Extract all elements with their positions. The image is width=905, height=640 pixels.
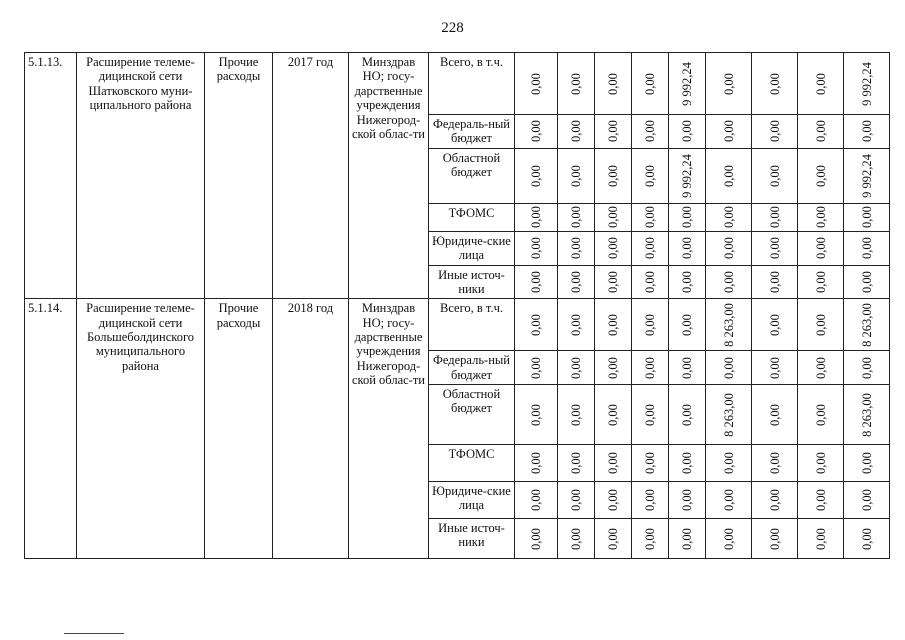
amount-cell bbox=[669, 482, 706, 519]
amount-cell bbox=[798, 519, 844, 559]
amount-value: 0,00 bbox=[767, 403, 782, 426]
amount-value: 0,00 bbox=[813, 237, 828, 260]
amount-cell bbox=[669, 53, 706, 115]
amount-value: 0,00 bbox=[568, 270, 583, 293]
amount-cell bbox=[632, 519, 669, 559]
amount-value: 0,00 bbox=[642, 164, 657, 187]
amount-cell bbox=[632, 53, 669, 115]
amount-value: 0,00 bbox=[528, 527, 543, 550]
amount-value: 0,00 bbox=[721, 270, 736, 293]
amount-cell bbox=[798, 351, 844, 385]
amount-value: 0,00 bbox=[767, 270, 782, 293]
amount-value: 0,00 bbox=[721, 527, 736, 550]
amount-cell bbox=[515, 53, 558, 115]
amount-cell bbox=[844, 115, 890, 149]
amount-cell bbox=[706, 231, 752, 265]
amount-value: 0,00 bbox=[679, 313, 694, 336]
amount-value: 0,00 bbox=[528, 237, 543, 260]
amount-cell bbox=[558, 385, 595, 445]
amount-value: 0,00 bbox=[605, 237, 620, 260]
amount-cell bbox=[844, 231, 890, 265]
amount-value: 0,00 bbox=[605, 206, 620, 229]
expense-type: Прочие расходы bbox=[205, 53, 273, 299]
item-executor: Минздрав НО; госу-дарственные учреждения Нижегород-ской облас-ти bbox=[349, 299, 429, 559]
amount-cell bbox=[595, 445, 632, 482]
amount-cell bbox=[595, 519, 632, 559]
amount-cell bbox=[595, 53, 632, 115]
amount-cell bbox=[669, 148, 706, 203]
amount-cell bbox=[632, 148, 669, 203]
amount-cell bbox=[632, 115, 669, 149]
amount-cell bbox=[515, 519, 558, 559]
amount-cell bbox=[595, 115, 632, 149]
amount-cell bbox=[752, 148, 798, 203]
amount-cell bbox=[515, 445, 558, 482]
amount-value: 0,00 bbox=[767, 237, 782, 260]
amount-cell bbox=[844, 385, 890, 445]
amount-value: 0,00 bbox=[642, 72, 657, 95]
amount-value: 0,00 bbox=[605, 313, 620, 336]
amount-value: 0,00 bbox=[721, 356, 736, 379]
amount-cell bbox=[798, 53, 844, 115]
amount-value: 0,00 bbox=[767, 489, 782, 511]
item-executor: Минздрав НО; госу-дарственные учреждения Нижегород-ской облас-ти bbox=[349, 53, 429, 299]
amount-value: 0,00 bbox=[642, 270, 657, 293]
amount-cell bbox=[669, 299, 706, 351]
amount-cell bbox=[844, 53, 890, 115]
amount-cell bbox=[595, 385, 632, 445]
amount-value: 0,00 bbox=[528, 270, 543, 293]
amount-cell bbox=[669, 231, 706, 265]
amount-value: 0,00 bbox=[767, 120, 782, 143]
amount-value: 0,00 bbox=[721, 237, 736, 260]
amount-cell bbox=[558, 115, 595, 149]
amount-cell bbox=[752, 445, 798, 482]
amount-value: 0,00 bbox=[721, 452, 736, 474]
amount-value: 0,00 bbox=[568, 313, 583, 336]
amount-cell bbox=[595, 148, 632, 203]
amount-value: 0,00 bbox=[721, 72, 736, 95]
amount-cell bbox=[558, 482, 595, 519]
amount-cell bbox=[798, 299, 844, 351]
amount-cell bbox=[515, 203, 558, 231]
amount-cell bbox=[632, 299, 669, 351]
table-row bbox=[25, 53, 890, 115]
amount-value: 0,00 bbox=[568, 527, 583, 550]
amount-cell bbox=[844, 445, 890, 482]
amount-value: 0,00 bbox=[859, 120, 874, 143]
amount-value: 0,00 bbox=[767, 527, 782, 550]
amount-cell bbox=[752, 482, 798, 519]
amount-cell bbox=[669, 519, 706, 559]
amount-cell bbox=[752, 265, 798, 299]
amount-cell bbox=[669, 115, 706, 149]
amount-cell bbox=[595, 299, 632, 351]
amount-value: 0,00 bbox=[859, 237, 874, 260]
item-number: 5.1.13. bbox=[25, 53, 77, 299]
amount-value: 0,00 bbox=[859, 489, 874, 511]
amount-cell bbox=[632, 445, 669, 482]
budget-table bbox=[24, 52, 890, 559]
amount-cell bbox=[515, 265, 558, 299]
amount-value: 0,00 bbox=[605, 120, 620, 143]
amount-cell bbox=[798, 115, 844, 149]
amount-cell bbox=[515, 385, 558, 445]
amount-value: 0,00 bbox=[767, 452, 782, 474]
amount-value: 0,00 bbox=[642, 452, 657, 474]
funding-source-label: Федераль-ный бюджет bbox=[429, 115, 515, 149]
amount-cell bbox=[752, 385, 798, 445]
amount-cell bbox=[595, 231, 632, 265]
amount-value: 0,00 bbox=[767, 356, 782, 379]
amount-value: 0,00 bbox=[568, 489, 583, 511]
amount-value: 0,00 bbox=[721, 489, 736, 511]
amount-value: 0,00 bbox=[642, 313, 657, 336]
amount-cell bbox=[558, 519, 595, 559]
amount-cell bbox=[558, 265, 595, 299]
amount-cell bbox=[558, 299, 595, 351]
funding-source-label: ТФОМС bbox=[429, 203, 515, 231]
funding-source-label: Юридиче-ские лица bbox=[429, 231, 515, 265]
amount-cell bbox=[844, 148, 890, 203]
amount-cell bbox=[632, 203, 669, 231]
amount-value: 0,00 bbox=[605, 403, 620, 426]
amount-cell bbox=[632, 231, 669, 265]
item-name: Расширение телеме-дицинской сети Шатковского муни-ципального района bbox=[77, 53, 205, 299]
amount-cell bbox=[752, 299, 798, 351]
amount-value: 0,00 bbox=[568, 403, 583, 426]
amount-value: 0,00 bbox=[859, 452, 874, 474]
amount-cell bbox=[515, 299, 558, 351]
amount-value: 0,00 bbox=[605, 452, 620, 474]
amount-value: 0,00 bbox=[859, 270, 874, 293]
amount-value: 0,00 bbox=[528, 120, 543, 143]
amount-value: 0,00 bbox=[568, 237, 583, 260]
amount-cell bbox=[558, 203, 595, 231]
amount-cell bbox=[844, 519, 890, 559]
amount-value: 0,00 bbox=[721, 120, 736, 143]
amount-cell bbox=[844, 299, 890, 351]
amount-value: 0,00 bbox=[605, 356, 620, 379]
amount-value: 8 263,00 bbox=[721, 302, 736, 347]
funding-source-label: Всего, в т.ч. bbox=[429, 299, 515, 351]
funding-source-label: Областной бюджет bbox=[429, 148, 515, 203]
amount-value: 0,00 bbox=[813, 452, 828, 474]
amount-cell bbox=[669, 203, 706, 231]
amount-value: 0,00 bbox=[568, 72, 583, 95]
amount-value: 0,00 bbox=[528, 313, 543, 336]
amount-value: 9 992,24 bbox=[679, 61, 694, 106]
amount-cell bbox=[706, 115, 752, 149]
amount-value: 0,00 bbox=[813, 356, 828, 379]
amount-value: 0,00 bbox=[642, 356, 657, 379]
amount-value: 0,00 bbox=[568, 206, 583, 229]
amount-value: 9 992,24 bbox=[859, 61, 874, 106]
amount-value: 9 992,24 bbox=[679, 153, 694, 198]
amount-value: 0,00 bbox=[679, 206, 694, 229]
amount-value: 0,00 bbox=[767, 72, 782, 95]
funding-source-label: Иные источ-ники bbox=[429, 519, 515, 559]
amount-value: 0,00 bbox=[568, 356, 583, 379]
amount-value: 0,00 bbox=[859, 356, 874, 379]
amount-value: 0,00 bbox=[642, 206, 657, 229]
amount-value: 0,00 bbox=[528, 489, 543, 511]
amount-cell bbox=[706, 265, 752, 299]
amount-cell bbox=[595, 482, 632, 519]
amount-cell bbox=[752, 231, 798, 265]
amount-cell bbox=[706, 445, 752, 482]
amount-cell bbox=[798, 148, 844, 203]
amount-cell bbox=[515, 148, 558, 203]
amount-value: 0,00 bbox=[679, 237, 694, 260]
amount-cell bbox=[706, 482, 752, 519]
amount-value: 0,00 bbox=[813, 120, 828, 143]
amount-value: 0,00 bbox=[528, 72, 543, 95]
page-number: 228 bbox=[441, 20, 464, 36]
amount-value: 0,00 bbox=[568, 452, 583, 474]
amount-cell bbox=[515, 115, 558, 149]
amount-cell bbox=[632, 265, 669, 299]
amount-cell bbox=[798, 231, 844, 265]
item-name: Расширение телеме-дицинской сети Большеболдинского муниципального района bbox=[77, 299, 205, 559]
amount-cell bbox=[515, 351, 558, 385]
funding-source-label: Федераль-ный бюджет bbox=[429, 351, 515, 385]
amount-value: 0,00 bbox=[679, 489, 694, 511]
amount-cell bbox=[632, 385, 669, 445]
amount-value: 0,00 bbox=[767, 313, 782, 336]
amount-value: 0,00 bbox=[813, 527, 828, 550]
amount-cell bbox=[595, 351, 632, 385]
amount-cell bbox=[558, 445, 595, 482]
amount-cell bbox=[595, 265, 632, 299]
amount-cell bbox=[595, 203, 632, 231]
item-number: 5.1.14. bbox=[25, 299, 77, 559]
amount-cell bbox=[669, 265, 706, 299]
amount-cell bbox=[669, 351, 706, 385]
amount-value: 0,00 bbox=[568, 120, 583, 143]
amount-value: 0,00 bbox=[679, 403, 694, 426]
amount-value: 0,00 bbox=[679, 452, 694, 474]
amount-value: 0,00 bbox=[813, 270, 828, 293]
amount-cell bbox=[752, 203, 798, 231]
amount-value: 0,00 bbox=[813, 489, 828, 511]
amount-value: 0,00 bbox=[679, 527, 694, 550]
amount-value: 0,00 bbox=[679, 120, 694, 143]
amount-value: 0,00 bbox=[813, 313, 828, 336]
amount-cell bbox=[632, 482, 669, 519]
amount-cell bbox=[706, 203, 752, 231]
funding-source-label: Областной бюджет bbox=[429, 385, 515, 445]
expense-type: Прочие расходы bbox=[205, 299, 273, 559]
amount-value: 0,00 bbox=[813, 403, 828, 426]
amount-cell bbox=[752, 115, 798, 149]
amount-value: 0,00 bbox=[767, 206, 782, 229]
amount-cell bbox=[558, 53, 595, 115]
amount-cell bbox=[558, 351, 595, 385]
amount-cell bbox=[752, 519, 798, 559]
amount-value: 0,00 bbox=[642, 120, 657, 143]
amount-cell bbox=[798, 445, 844, 482]
amount-value: 0,00 bbox=[642, 403, 657, 426]
funding-source-label: ТФОМС bbox=[429, 445, 515, 482]
amount-cell bbox=[844, 265, 890, 299]
amount-cell bbox=[515, 231, 558, 265]
amount-cell bbox=[706, 385, 752, 445]
amount-value: 0,00 bbox=[813, 72, 828, 95]
funding-source-label: Всего, в т.ч. bbox=[429, 53, 515, 115]
amount-cell bbox=[706, 148, 752, 203]
table-body bbox=[25, 53, 890, 559]
amount-value: 0,00 bbox=[642, 489, 657, 511]
amount-cell bbox=[669, 385, 706, 445]
amount-value: 0,00 bbox=[859, 527, 874, 550]
amount-value: 8 263,00 bbox=[859, 302, 874, 347]
amount-cell bbox=[558, 148, 595, 203]
amount-value: 0,00 bbox=[528, 452, 543, 474]
amount-cell bbox=[632, 351, 669, 385]
amount-value: 8 263,00 bbox=[721, 392, 736, 437]
amount-cell bbox=[844, 351, 890, 385]
amount-value: 0,00 bbox=[605, 489, 620, 511]
amount-value: 0,00 bbox=[528, 164, 543, 187]
amount-cell bbox=[706, 53, 752, 115]
amount-cell bbox=[844, 482, 890, 519]
amount-value: 0,00 bbox=[679, 270, 694, 293]
amount-value: 0,00 bbox=[605, 164, 620, 187]
amount-cell bbox=[798, 203, 844, 231]
amount-value: 0,00 bbox=[721, 164, 736, 187]
amount-cell bbox=[706, 351, 752, 385]
amount-value: 8 263,00 bbox=[859, 392, 874, 437]
amount-value: 0,00 bbox=[721, 206, 736, 229]
table-row bbox=[25, 299, 890, 351]
amount-value: 0,00 bbox=[605, 72, 620, 95]
amount-value: 0,00 bbox=[642, 527, 657, 550]
amount-value: 0,00 bbox=[605, 270, 620, 293]
amount-value: 0,00 bbox=[813, 164, 828, 187]
amount-cell bbox=[706, 519, 752, 559]
amount-cell bbox=[558, 231, 595, 265]
amount-value: 0,00 bbox=[642, 237, 657, 260]
amount-value: 0,00 bbox=[605, 527, 620, 550]
amount-value: 0,00 bbox=[767, 164, 782, 187]
amount-value: 0,00 bbox=[859, 206, 874, 229]
amount-cell bbox=[798, 265, 844, 299]
amount-cell bbox=[798, 482, 844, 519]
amount-value: 0,00 bbox=[568, 164, 583, 187]
amount-cell bbox=[844, 203, 890, 231]
funding-source-label: Юридиче-ские лица bbox=[429, 482, 515, 519]
amount-cell bbox=[669, 445, 706, 482]
amount-value: 9 992,24 bbox=[859, 153, 874, 198]
amount-value: 0,00 bbox=[679, 356, 694, 379]
amount-cell bbox=[706, 299, 752, 351]
amount-cell bbox=[798, 385, 844, 445]
amount-cell bbox=[752, 351, 798, 385]
amount-value: 0,00 bbox=[813, 206, 828, 229]
funding-source-label: Иные источ-ники bbox=[429, 265, 515, 299]
amount-value: 0,00 bbox=[528, 403, 543, 426]
amount-cell bbox=[752, 53, 798, 115]
item-year: 2017 год bbox=[273, 53, 349, 299]
amount-value: 0,00 bbox=[528, 356, 543, 379]
footnote-divider bbox=[64, 633, 124, 634]
amount-value: 0,00 bbox=[528, 206, 543, 229]
amount-cell bbox=[515, 482, 558, 519]
item-year: 2018 год bbox=[273, 299, 349, 559]
